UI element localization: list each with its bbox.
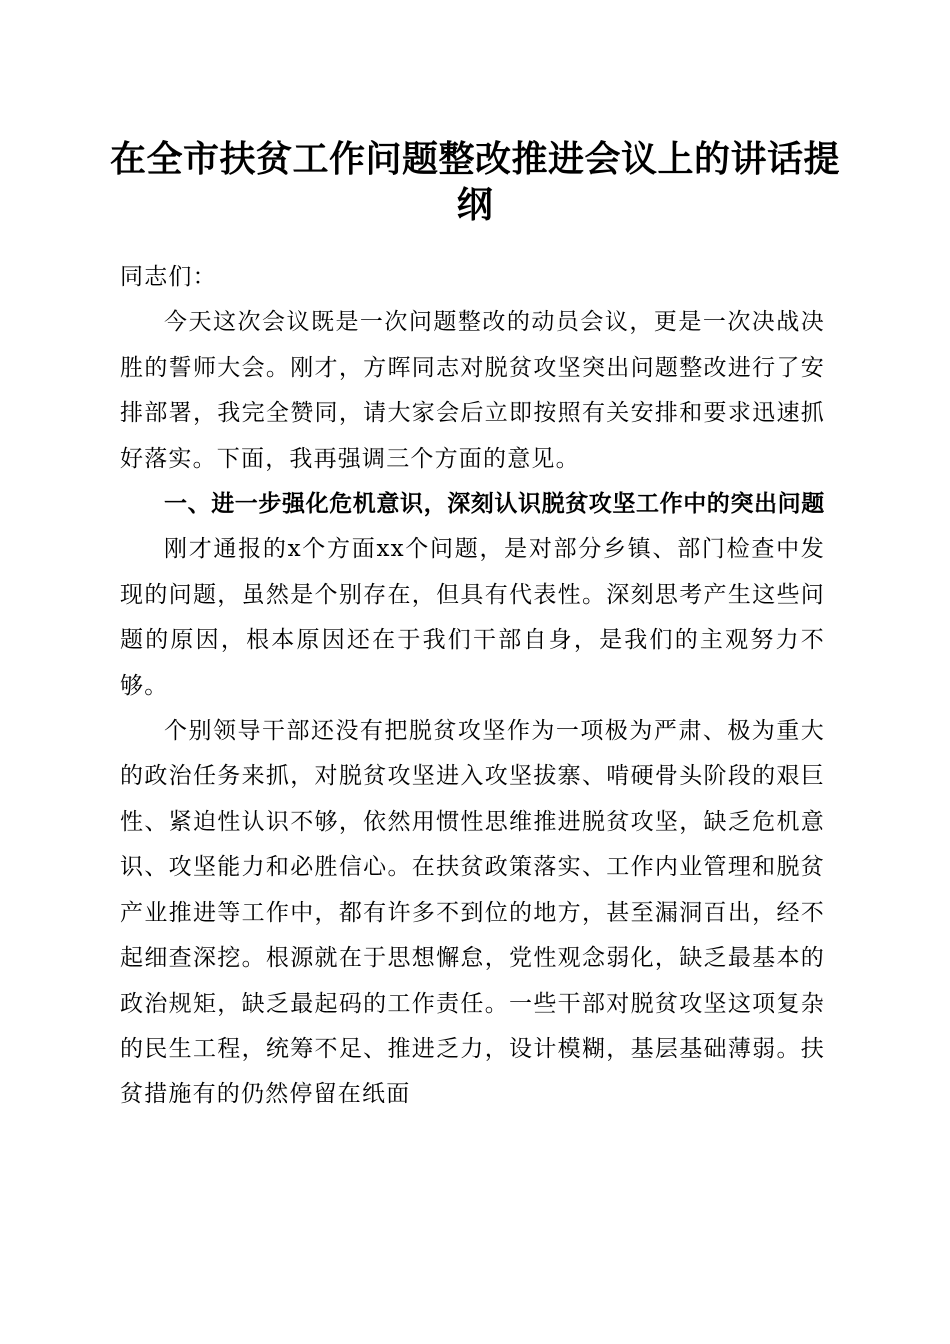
section-1-paragraph-2: 个别领导干部还没有把脱贫攻坚作为一项极为严肃、极为重大的政治任务来抓，对脱贫攻坚进入攻坚拔寨、啃硬骨头阶段的艰巨性、紧迫性认识不够，依然用惯性思维推进脱贫攻坚，缺乏危机意识、攻坚能力和必胜信心。在扶贫政策落实、工作内业管理和脱贫产业推进等工作中，都有许多不到位的地方，甚至漏洞百出，经不起细查深挖。根源就在于思想懈怠，党性观念弱化，缺乏最基本的政治规矩，缺乏最起码的工作责任。一些干部对脱贫攻坚这项复杂的民生工程，统筹不足、推进乏力，设计模糊，基层基础薄弱。扶贫措施有的仍然停留在纸面 bbox=[120, 718, 825, 1108]
document-body bbox=[120, 255, 825, 1118]
salutation: 同志们： bbox=[120, 264, 217, 290]
section-1-paragraph-1: 刚才通报的x个方面xx个问题，是对部分乡镇、部门检查中发现的问题，虽然是个别存在，但具有代表性。深刻思考产生这些问题的原因，根本原因还在于我们干部自身，是我们的主观努力不够。 bbox=[120, 536, 825, 699]
section-heading-1: 一、进一步强化危机意识，深刻认识脱贫攻坚工作中的突出问题 bbox=[164, 491, 825, 518]
document-title: 在全市扶贫工作问题整改推进会议上的讲话提纲 bbox=[110, 138, 841, 226]
intro-paragraph: 今天这次会议既是一次问题整改的动员会议，更是一次决战决胜的誓师大会。刚才，方晖同志对脱贫攻坚突出问题整改进行了安排部署，我完全赞同，请大家会后立即按照有关安排和要求迅速抓好落实。下面，我再强调三个方面的意见。 bbox=[120, 309, 825, 472]
